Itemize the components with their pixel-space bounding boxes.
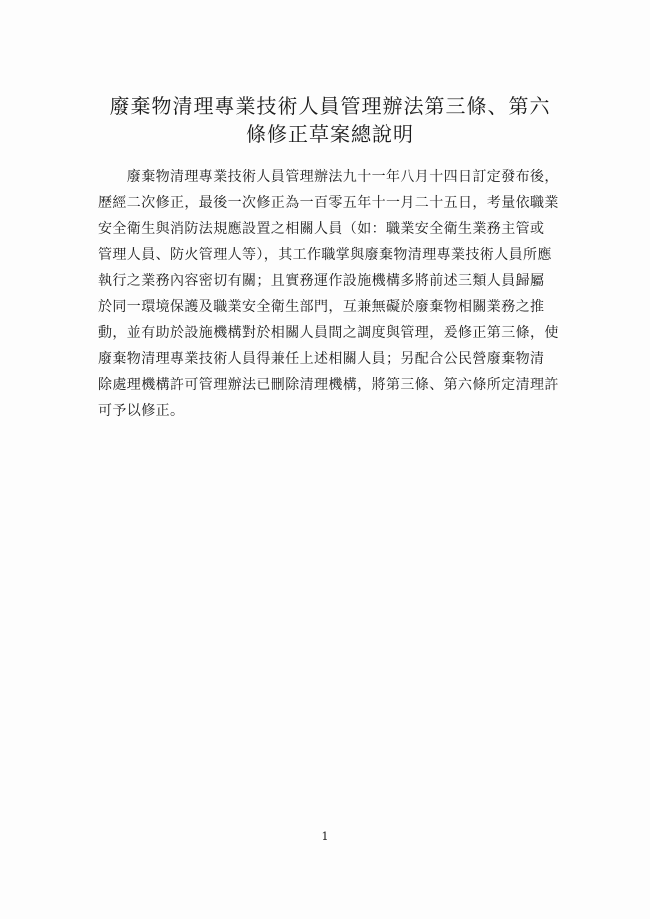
body-line: 廢棄物清理專業技術人員得兼任上述相關人員；另配合公民營廢棄物清 <box>98 351 545 367</box>
title-line: 廢棄物清理專業技術人員管理辦法第三條、第六 <box>109 94 551 118</box>
body-line: 除處理機構許可管理辦法已刪除清理機構，將第三條、第六條所定清理許 <box>98 377 559 393</box>
body-line: 安全衛生與消防法規應設置之相關人員（如：職業安全衛生業務主管或 <box>98 221 545 237</box>
body-line: 可予以修正。 <box>98 403 185 419</box>
body-paragraph <box>98 164 578 424</box>
page-number: 1 <box>321 830 329 843</box>
body-line: 管理人員、防火管理人等），其工作職掌與廢棄物清理專業技術人員所應 <box>98 247 552 263</box>
document-title <box>90 92 570 148</box>
body-line: 動，並有助於設施機構對於相關人員間之調度與管理，爰修正第三條，使 <box>98 325 559 341</box>
title-line: 條修正草案總說明 <box>246 122 414 146</box>
body-line: 執行之業務內容密切有關；且實務運作設施機構多將前述三類人員歸屬 <box>98 273 545 289</box>
body-line: 歷經二次修正，最後一次修正為一百零五年十一月二十五日，考量依職業 <box>98 195 559 211</box>
body-line: 於同一環境保護及職業安全衛生部門，互兼無礙於廢棄物相關業務之推 <box>98 299 545 315</box>
body-line: 廢棄物清理專業技術人員管理辦法九十一年八月十四日訂定發布後， <box>98 169 559 185</box>
